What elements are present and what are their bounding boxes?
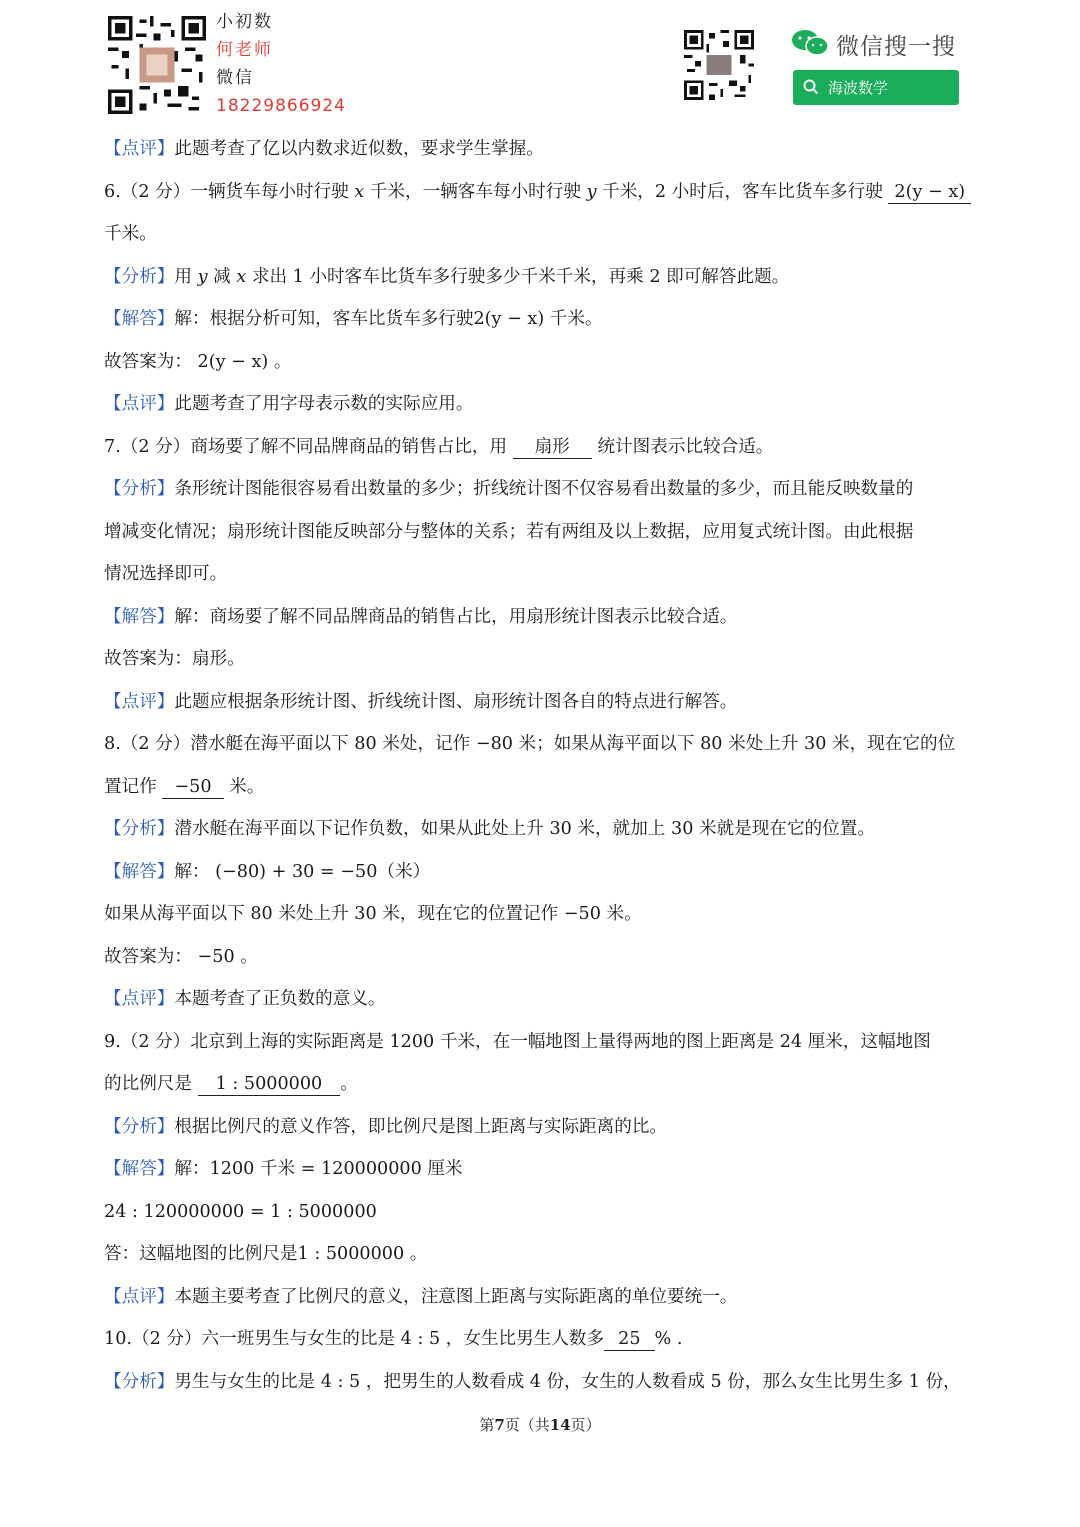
wechat-search-button[interactable] xyxy=(793,70,959,105)
question-8-text-c: 米。 xyxy=(229,776,265,797)
comment-9 xyxy=(104,1276,984,1319)
analysis-10-text: 男生与女生的比是 4 : 5 ，把男生的人数看成 4 份，女生的人数看成 5 份，那么女生比男生多 1 份， xyxy=(174,1371,961,1392)
handwritten-line-3: 微信 xyxy=(216,68,254,88)
tag-analysis: 【分析】 xyxy=(104,819,175,839)
tag-comment: 【点评】 xyxy=(104,139,175,159)
page-footer xyxy=(0,1414,1080,1435)
tag-solution: 【解答】 xyxy=(104,606,175,627)
analysis-6-text-a: 用 xyxy=(174,266,192,287)
analysis-9 xyxy=(104,1106,984,1149)
solution-7-text: 解：商场要了解不同品牌商品的销售占比，用扇形统计图表示比较合适。 xyxy=(174,606,738,627)
analysis-7-line-3 xyxy=(104,553,984,596)
analysis-10 xyxy=(104,1361,984,1404)
question-7-text-b: 统计图表示比较合适。 xyxy=(597,436,774,457)
comment-text: 此题考查了亿以内数求近似数，要求学生掌握。 xyxy=(174,139,544,159)
tag-analysis: 【分析】 xyxy=(104,479,175,499)
question-7-answer: 扇形 xyxy=(513,436,592,459)
qr-code-wechat-icon xyxy=(684,30,754,100)
question-9-text-b: 的比例尺是 xyxy=(104,1074,192,1094)
analysis-6 xyxy=(104,256,984,299)
tag-solution: 【解答】 xyxy=(104,861,175,882)
analysis-7-text-b: 增减变化情况；扇形统计图能反映部分与整体的关系；若有两组及以上数据，应用复式统计图。由此根据 xyxy=(104,521,914,542)
tag-analysis: 【分析】 xyxy=(104,1371,175,1392)
answer-8 xyxy=(104,936,984,979)
solution-8-line-2 xyxy=(104,893,984,936)
analysis-7-text-a: 条形统计图能很容易看出数量的多少；折线统计图不仅容易看出数量的多少，而且能反映数量的 xyxy=(174,479,914,499)
solution-6 xyxy=(104,298,984,341)
handwritten-phone: 18229866924 xyxy=(216,96,346,116)
tag-comment: 【点评】 xyxy=(104,691,175,712)
analysis-7-line-1 xyxy=(104,468,984,511)
question-9-answer: 1 : 5000000 xyxy=(198,1073,341,1096)
question-10-answer: 25 xyxy=(604,1328,654,1351)
variable-x: x xyxy=(354,181,365,202)
question-8-line-1 xyxy=(104,723,984,766)
comment-6 xyxy=(104,383,984,426)
answer-6 xyxy=(104,341,984,384)
handwritten-line-1: 小初数 xyxy=(216,12,273,32)
comment-7 xyxy=(104,681,984,724)
analysis-7-text-c: 情况选择即可。 xyxy=(104,564,228,584)
wechat-search-button-label: 海波数学 xyxy=(828,79,889,97)
analysis-8 xyxy=(104,808,984,851)
solution-9-line-3 xyxy=(104,1233,984,1276)
question-8-line-2 xyxy=(104,766,984,809)
question-6-text-b: 千米，一辆客车每小时行驶 xyxy=(369,181,581,202)
document-body xyxy=(104,128,984,1403)
analysis-8-text: 潜水艇在海平面以下记作负数，如果从此处上升 30 米，就加上 30 米就是现在它的位置。 xyxy=(174,819,875,839)
wechat-logo-icon xyxy=(790,28,830,58)
tag-analysis: 【分析】 xyxy=(104,266,175,287)
search-icon xyxy=(803,79,819,95)
tag-solution: 【解答】 xyxy=(104,1159,175,1179)
footer-total-pages: 14 xyxy=(549,1416,571,1434)
question-7 xyxy=(104,426,984,469)
variable-y: y xyxy=(586,181,597,202)
handwritten-line-2: 何老师 xyxy=(216,40,273,60)
tag-comment: 【点评】 xyxy=(104,394,175,414)
question-6-line-1 xyxy=(104,171,984,214)
qr-code-teacher-icon xyxy=(108,16,206,114)
solution-9-text-3: 答：这幅地图的比例尺是1 : 5000000 。 xyxy=(104,1244,428,1264)
wechat-search-title: 微信搜一搜 xyxy=(836,34,956,60)
question-6-answer: 2(y − x) xyxy=(888,181,971,204)
question-9-line-2 xyxy=(104,1063,984,1106)
comment-8-text: 本题考查了正负数的意义。 xyxy=(174,989,386,1009)
comment-8 xyxy=(104,978,984,1021)
question-7-text-a: 7.（2 分）商场要了解不同品牌商品的销售占比，用 xyxy=(104,436,508,457)
question-8-answer: −50 xyxy=(162,776,223,799)
solution-8-text: 解： (−80) + 30 = −50（米） xyxy=(174,861,431,882)
solution-9-text-2: 24 : 120000000 = 1 : 5000000 xyxy=(104,1201,377,1222)
analysis-6-text-c: 求出 1 小时客车比货车多行驶多少千米千米，再乘 2 即可解答此题。 xyxy=(251,266,790,287)
solution-7 xyxy=(104,596,984,639)
question-6-text-d: 千米。 xyxy=(104,224,157,244)
comment-line xyxy=(104,128,984,171)
question-10 xyxy=(104,1318,984,1361)
question-6-text-c: 千米，2 小时后，客车比货车多行驶 xyxy=(602,181,883,202)
question-6-text-a: 6.（2 分）一辆货车每小时行驶 xyxy=(104,181,349,202)
tag-comment: 【点评】 xyxy=(104,1286,175,1307)
answer-8-text: 故答案为： −50 。 xyxy=(104,946,258,967)
answer-7 xyxy=(104,638,984,681)
tag-analysis: 【分析】 xyxy=(104,1116,175,1137)
footer-page-number: 7 xyxy=(494,1416,505,1434)
question-8-text-b: 置记作 xyxy=(104,776,157,797)
answer-6-text: 故答案为： 2(y − x) 。 xyxy=(104,351,292,372)
solution-8 xyxy=(104,851,984,894)
question-10-text-b: % . xyxy=(654,1329,683,1349)
tag-comment: 【点评】 xyxy=(104,989,175,1009)
question-9-text-a: 9.（2 分）北京到上海的实际距离是 1200 千米，在一幅地图上量得两地的图上距离是 24 厘米，这幅地图 xyxy=(104,1031,931,1052)
footer-mid: 页（共 xyxy=(504,1416,550,1434)
analysis-7-line-2 xyxy=(104,511,984,554)
comment-9-text: 本题主要考查了比例尺的意义，注意图上距离与实际距离的单位要统一。 xyxy=(174,1286,738,1307)
solution-9-text: 解：1200 千米 = 120000000 厘米 xyxy=(174,1159,463,1179)
page-header xyxy=(0,0,1080,125)
footer-pre: 第 xyxy=(479,1416,495,1434)
comment-7-text: 此题应根据条形统计图、折线统计图、扇形统计图各自的特点进行解答。 xyxy=(174,691,738,712)
comment-6-text: 此题考查了用字母表示数的实际应用。 xyxy=(174,394,474,414)
solution-9-line-2 xyxy=(104,1191,984,1234)
solution-9 xyxy=(104,1148,984,1191)
answer-7-text: 故答案为：扇形。 xyxy=(104,649,245,669)
footer-post: 页） xyxy=(570,1416,601,1434)
solution-8-text-2: 如果从海平面以下 80 米处上升 30 米，现在它的位置记作 −50 米。 xyxy=(104,904,642,924)
question-10-text-a: 10.（2 分）六一班男生与女生的比是 4 : 5 ，女生比男生人数多 xyxy=(104,1329,605,1349)
analysis-6-text-b: 减 xyxy=(213,266,231,287)
solution-6-text: 解：根据分析可知，客车比货车多行驶2(y − x) 千米。 xyxy=(174,309,603,329)
variable-x: x xyxy=(236,266,247,287)
analysis-9-text: 根据比例尺的意义作答，即比例尺是图上距离与实际距离的比。 xyxy=(174,1116,668,1137)
variable-y: y xyxy=(197,266,208,287)
question-8-text-a: 8.（2 分）潜水艇在海平面以下 80 米处，记作 −80 米；如果从海平面以下 80 米处上升 30 米，现在它的位 xyxy=(104,734,956,754)
tag-solution: 【解答】 xyxy=(104,309,175,329)
question-9-line-1 xyxy=(104,1021,984,1064)
question-9-text-c: 。 xyxy=(340,1074,358,1094)
question-6-line-2 xyxy=(104,213,984,256)
